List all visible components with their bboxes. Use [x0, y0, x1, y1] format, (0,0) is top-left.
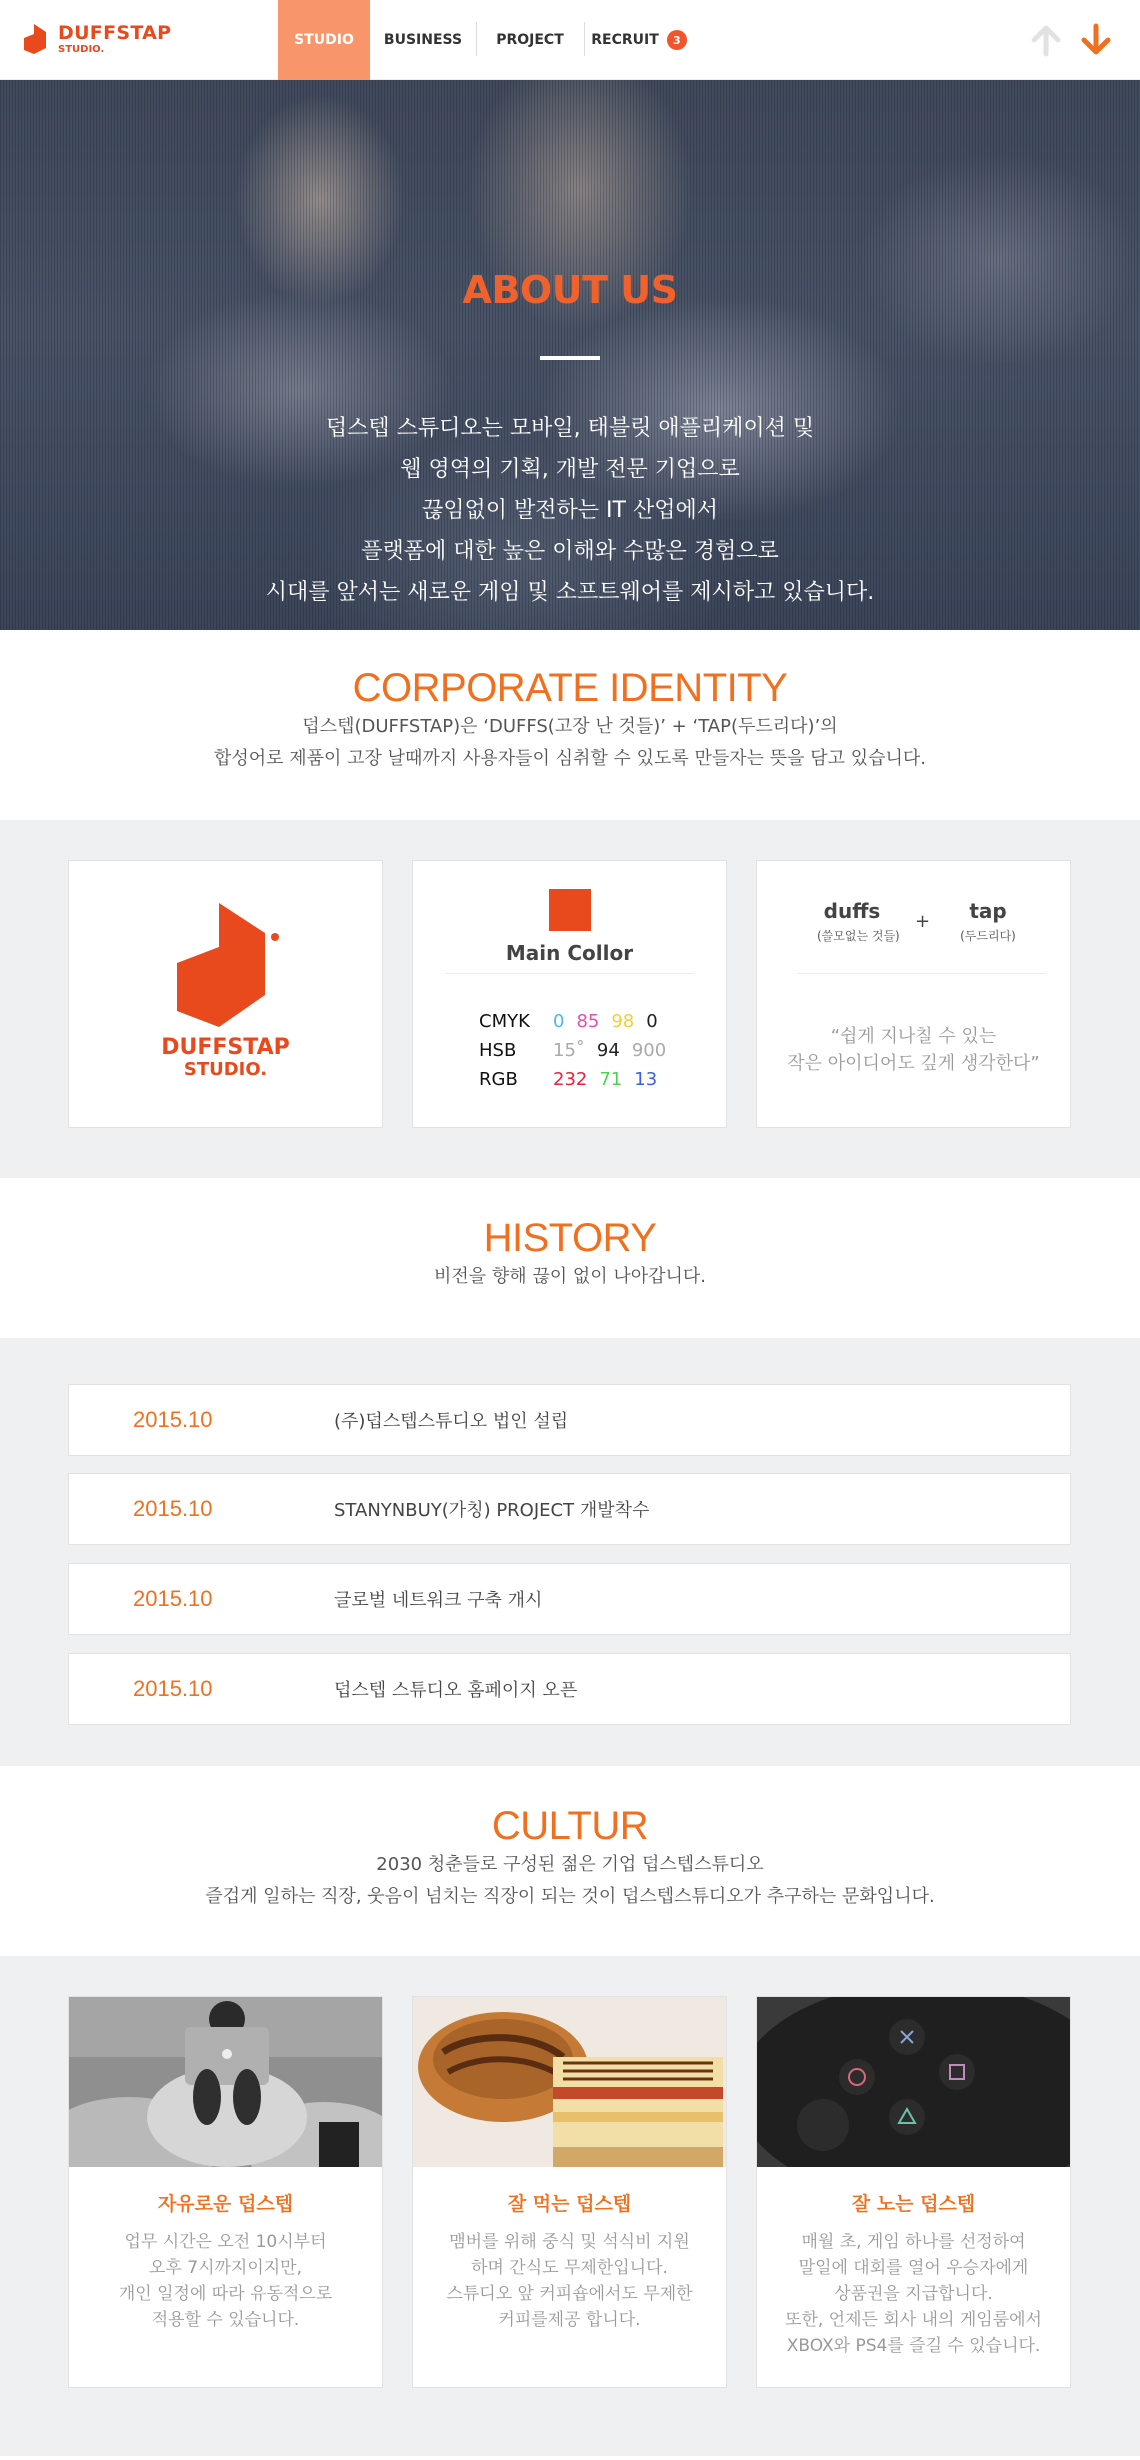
arrow-down-icon[interactable] — [1078, 22, 1114, 58]
culture-header — [0, 1766, 1140, 1956]
ci-title: CORPORATE IDENTITY — [352, 666, 788, 710]
term-meaning: (두드리다) — [960, 929, 1016, 943]
desc-line: 맴버를 위해 중식 및 석식비 지원 — [449, 2232, 690, 2252]
divider — [445, 973, 694, 974]
main-color-card — [412, 860, 727, 1128]
history-date: 2015.10 — [133, 1407, 213, 1432]
color-value: 0 — [553, 1011, 565, 1032]
about-line: 끊임없이 발전하는 IT 산업에서 — [422, 498, 718, 523]
rgb-row — [479, 1069, 669, 1090]
desc-line: 매월 초, 게임 하나를 선정하여 — [801, 2232, 1026, 2252]
culture-card-free — [68, 1996, 383, 2388]
color-value: 85 — [576, 1011, 600, 1032]
desc-line: 또한, 언제든 회사 내의 게임룸에서 — [785, 2310, 1042, 2330]
history-item — [68, 1653, 1071, 1725]
term-meaning: (쓸모없는 것들) — [817, 929, 900, 943]
desc-line: 하며 간식도 무제한입니다. — [471, 2258, 668, 2278]
nav-item-project[interactable] — [476, 0, 584, 80]
desc-line: 오후 7시까지이지만, — [149, 2258, 302, 2278]
logo[interactable] — [22, 22, 171, 56]
about-line: 플랫폼에 대한 높은 이해와 수많은 경험으로 — [361, 539, 779, 564]
history-date: 2015.10 — [133, 1676, 213, 1701]
about-hero — [0, 80, 1140, 630]
desc-line: 상품권을 지급합니다. — [834, 2284, 993, 2304]
culture-desc-line: 2030 청춘들로 구성된 젊은 기업 덥스텝스튜디오 — [376, 1854, 764, 1875]
about-title: ABOUT US — [462, 268, 678, 312]
laptop-photo — [69, 1997, 382, 2167]
history-item — [68, 1384, 1071, 1456]
duffs-term — [817, 899, 900, 944]
quote-line: “쉽게 지나칠 수 있는 — [830, 1026, 997, 1047]
history-list — [0, 1338, 1140, 1766]
color-value: 0 — [646, 1011, 658, 1032]
divider — [797, 973, 1046, 974]
about-description — [0, 408, 1140, 613]
culture-title: CULTUR — [491, 1804, 649, 1848]
logo-subtext: STUDIO. — [58, 43, 105, 55]
history-desc: 비전을 향해 끊이 없이 나아갑니다. — [433, 1266, 707, 1287]
nav-item-recruit[interactable] — [584, 0, 694, 80]
desc-line: 개인 일정에 따라 유동적으로 — [118, 2284, 333, 2304]
ci-logo-card — [68, 860, 383, 1128]
color-value: 900 — [631, 1040, 667, 1061]
dessert-photo — [413, 1997, 726, 2167]
color-label: HSB — [479, 1040, 517, 1061]
desc-line: 스튜디오 앞 커피숍에서도 무제한 — [446, 2284, 693, 2304]
about-line: 시대를 앞서는 새로운 게임 및 소프트웨어를 제시하고 있습니다. — [265, 580, 875, 605]
history-text: 덥스텝 스튜디오 홈페이지 오픈 — [334, 1680, 578, 1701]
culture-card-title: 잘 먹는 덥스텝 — [507, 2193, 632, 2215]
term-word: duffs — [823, 899, 881, 923]
name-meaning-card — [756, 860, 1071, 1128]
recruit-count-badge: 3 — [667, 30, 687, 50]
duffstap-logo-icon — [169, 903, 285, 1027]
desc-line: 말일에 대회를 열어 우승자에게 — [798, 2258, 1029, 2278]
ci-header — [0, 630, 1140, 820]
nav-label: PROJECT — [496, 32, 564, 48]
nav-item-studio[interactable] — [278, 0, 370, 80]
culture-card-play — [756, 1996, 1071, 2388]
history-item — [68, 1563, 1071, 1635]
culture-card-title: 자유로운 덥스텝 — [157, 2193, 294, 2215]
logo-text: DUFFSTAP — [161, 1035, 290, 1060]
logo-text: DUFFSTAP — [58, 21, 172, 44]
main-menu — [278, 0, 694, 80]
ci-desc-line: 덥스텝(DUFFSTAP)은 ‘DUFFS(고장 난 것들)’ + ‘TAP(두드리다)’의 — [302, 716, 838, 737]
culture-card-desc — [79, 2229, 372, 2333]
cmyk-row — [479, 1011, 670, 1032]
nav-label: STUDIO — [294, 32, 354, 48]
color-value: 15˚ — [553, 1040, 585, 1061]
ci-desc-line: 합성어로 제품이 고장 날때까지 사용자들이 심취할 수 있도록 만들자는 뜻을 담고 있습니다. — [213, 748, 926, 769]
hsb-row — [479, 1040, 678, 1061]
nav-item-business[interactable] — [370, 0, 476, 80]
main-color-swatch — [549, 889, 591, 931]
color-label: RGB — [479, 1069, 518, 1090]
history-date: 2015.10 — [133, 1496, 213, 1521]
ci-cards — [0, 820, 1140, 1178]
duffstap-logo-icon — [22, 22, 52, 56]
culture-card-food — [412, 1996, 727, 2388]
quote-line: 작은 아이디어도 깊게 생각한다” — [787, 1053, 1040, 1074]
desc-line: 적용할 수 있습니다. — [151, 2310, 300, 2330]
about-line: 웹 영역의 기획, 개발 전문 기업으로 — [400, 457, 740, 482]
history-item — [68, 1473, 1071, 1545]
color-label: CMYK — [479, 1011, 530, 1032]
culture-card-desc — [767, 2229, 1060, 2359]
color-value: 98 — [611, 1011, 635, 1032]
history-date: 2015.10 — [133, 1586, 213, 1611]
history-text: 글로벌 네트워크 구축 개시 — [334, 1590, 543, 1611]
arrow-up-icon[interactable] — [1028, 22, 1064, 58]
culture-cards — [0, 1956, 1140, 2456]
tap-term — [953, 899, 1023, 944]
controller-photo — [757, 1997, 1070, 2167]
color-value: 13 — [634, 1069, 658, 1090]
culture-card-title: 잘 노는 덥스텝 — [851, 2193, 976, 2215]
color-value: 94 — [596, 1040, 620, 1061]
term-word: tap — [969, 899, 1007, 923]
logo-subtext: STUDIO. — [183, 1059, 268, 1080]
history-header — [0, 1178, 1140, 1338]
plus-sign: + — [915, 911, 931, 932]
desc-line: 업무 시간은 오전 10시부터 — [124, 2232, 327, 2252]
history-title: HISTORY — [483, 1216, 657, 1260]
color-value: 71 — [599, 1069, 623, 1090]
title-divider — [540, 356, 600, 360]
color-value: 232 — [553, 1069, 588, 1090]
desc-line: 커피를제공 합니다. — [498, 2310, 641, 2330]
about-line: 덥스텝 스튜디오는 모바일, 태블릿 애플리케이션 및 — [325, 416, 815, 441]
history-text: (주)덥스텝스튜디오 법인 설립 — [334, 1411, 569, 1432]
top-nav — [0, 0, 1140, 80]
culture-card-desc — [423, 2229, 716, 2333]
history-text: STANYNBUY(가칭) PROJECT 개발착수 — [334, 1500, 650, 1521]
motto-quote — [757, 1023, 1070, 1077]
nav-label: RECRUIT — [591, 32, 659, 48]
desc-line: XBOX와 PS4를 즐길 수 있습니다. — [786, 2336, 1041, 2356]
culture-desc-line: 즐겁게 일하는 직장, 웃음이 넘치는 직장이 되는 것이 덥스텝스튜디오가 추구하는 문화입니다. — [205, 1886, 935, 1907]
main-color-title: Main Collor — [505, 941, 634, 965]
nav-label: BUSINESS — [383, 32, 463, 48]
